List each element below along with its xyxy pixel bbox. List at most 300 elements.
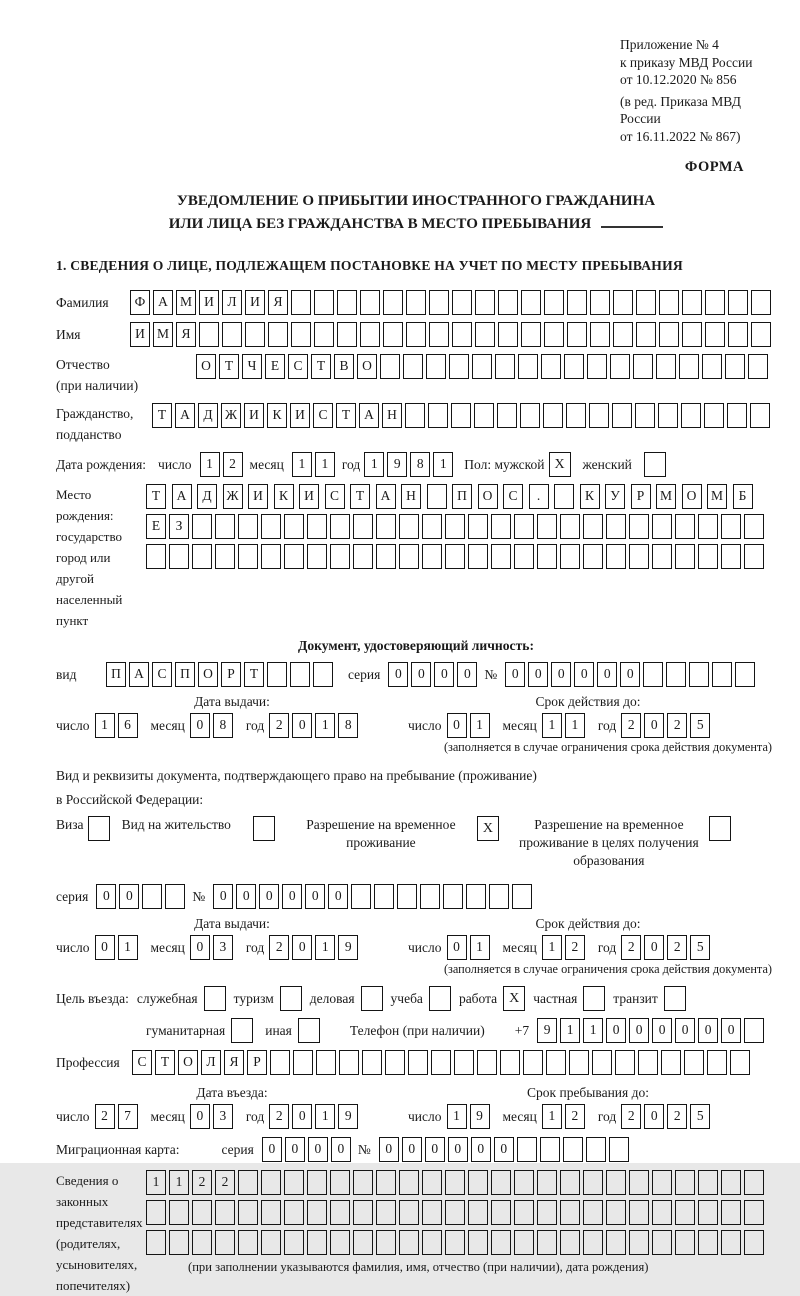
char-box[interactable] [560,544,580,569]
char-box[interactable] [537,1230,557,1255]
char-box[interactable] [468,1200,488,1225]
char-box[interactable] [405,403,425,428]
char-box[interactable] [376,1200,396,1225]
char-box[interactable]: А [153,290,173,315]
char-box[interactable]: 2 [95,1104,115,1129]
char-box[interactable]: 0 [505,662,525,687]
char-box[interactable] [666,662,686,687]
char-box[interactable] [452,322,472,347]
char-box[interactable] [261,1170,281,1195]
char-box[interactable]: Д [197,484,217,509]
char-box[interactable] [422,1170,442,1195]
char-box[interactable]: 1 [315,935,335,960]
char-box[interactable] [659,290,679,315]
char-box[interactable] [399,1200,419,1225]
char-box[interactable] [445,1230,465,1255]
char-box[interactable]: 2 [192,1170,212,1195]
char-box[interactable] [606,1230,626,1255]
char-box[interactable]: Л [222,290,242,315]
char-box[interactable] [560,1200,580,1225]
char-box[interactable] [659,322,679,347]
char-box[interactable] [563,1137,583,1162]
char-box[interactable] [313,662,333,687]
char-box[interactable] [293,1050,313,1075]
char-box[interactable] [353,1200,373,1225]
char-box[interactable] [629,1170,649,1195]
char-box[interactable]: 2 [269,935,289,960]
char-box[interactable] [376,1230,396,1255]
char-box[interactable] [420,884,440,909]
char-box[interactable] [353,1230,373,1255]
char-box[interactable]: 0 [471,1137,491,1162]
char-box[interactable]: 1 [315,452,335,477]
char-box[interactable] [374,884,394,909]
char-box[interactable]: 0 [190,713,210,738]
char-box[interactable]: 0 [119,884,139,909]
char-box[interactable]: 0 [528,662,548,687]
char-box[interactable] [721,1170,741,1195]
char-box[interactable] [376,544,396,569]
char-box[interactable] [261,544,281,569]
char-box[interactable] [615,1050,635,1075]
char-box[interactable]: 0 [644,713,664,738]
char-box[interactable]: М [707,484,727,509]
char-box[interactable]: Я [224,1050,244,1075]
char-box[interactable]: 0 [652,1018,672,1043]
char-box[interactable]: О [198,662,218,687]
char-box[interactable] [199,322,219,347]
char-box[interactable]: 0 [620,662,640,687]
purpose-ucheba-checkbox[interactable] [429,986,451,1011]
char-box[interactable] [725,354,745,379]
char-box[interactable] [610,354,630,379]
char-box[interactable] [498,322,518,347]
char-box[interactable] [728,322,748,347]
char-box[interactable] [408,1050,428,1075]
char-box[interactable]: О [682,484,702,509]
char-box[interactable]: О [478,484,498,509]
purpose-sluzhebnaya-checkbox[interactable] [204,986,226,1011]
char-box[interactable] [633,354,653,379]
char-box[interactable] [661,1050,681,1075]
char-box[interactable]: 0 [402,1137,422,1162]
char-box[interactable] [652,544,672,569]
char-box[interactable]: 3 [213,935,233,960]
char-box[interactable] [497,403,517,428]
char-box[interactable] [284,514,304,539]
char-box[interactable]: 1 [542,713,562,738]
char-box[interactable]: И [244,403,264,428]
char-box[interactable] [489,884,509,909]
char-box[interactable]: 0 [574,662,594,687]
char-box[interactable] [477,1050,497,1075]
char-box[interactable] [704,403,724,428]
char-box[interactable] [521,322,541,347]
char-box[interactable] [638,1050,658,1075]
char-box[interactable] [707,1050,727,1075]
char-box[interactable]: Т [219,354,239,379]
char-box[interactable]: К [267,403,287,428]
char-box[interactable]: 8 [410,452,430,477]
char-box[interactable] [270,1050,290,1075]
char-box[interactable] [445,514,465,539]
char-box[interactable] [517,1137,537,1162]
char-box[interactable]: 0 [551,662,571,687]
char-box[interactable]: П [175,662,195,687]
char-box[interactable] [702,354,722,379]
char-box[interactable]: Я [176,322,196,347]
char-box[interactable] [587,354,607,379]
char-box[interactable] [675,1200,695,1225]
char-box[interactable] [284,1230,304,1255]
char-box[interactable] [698,1170,718,1195]
char-box[interactable] [192,514,212,539]
char-box[interactable]: О [196,354,216,379]
char-box[interactable] [609,1137,629,1162]
char-box[interactable]: 0 [448,1137,468,1162]
char-box[interactable] [284,1170,304,1195]
char-box[interactable] [658,403,678,428]
char-box[interactable] [426,354,446,379]
char-box[interactable] [452,290,472,315]
char-box[interactable] [406,290,426,315]
char-box[interactable]: 2 [565,935,585,960]
char-box[interactable] [445,1170,465,1195]
char-box[interactable] [606,544,626,569]
char-box[interactable] [583,544,603,569]
char-box[interactable] [744,514,764,539]
char-box[interactable] [583,514,603,539]
char-box[interactable] [399,514,419,539]
char-box[interactable]: С [152,662,172,687]
sex-female-checkbox[interactable] [644,452,666,477]
char-box[interactable] [675,514,695,539]
char-box[interactable] [215,514,235,539]
char-box[interactable]: 9 [537,1018,557,1043]
char-box[interactable] [443,884,463,909]
char-box[interactable] [169,1200,189,1225]
char-box[interactable]: И [130,322,150,347]
char-box[interactable] [652,1230,672,1255]
char-box[interactable] [567,322,587,347]
char-box[interactable]: 1 [447,1104,467,1129]
char-box[interactable] [353,1170,373,1195]
char-box[interactable] [451,403,471,428]
char-box[interactable]: 5 [690,713,710,738]
char-box[interactable] [475,290,495,315]
purpose-tranzit-checkbox[interactable] [664,986,686,1011]
char-box[interactable] [629,544,649,569]
visa-checkbox[interactable] [88,816,110,841]
char-box[interactable]: 1 [315,713,335,738]
char-box[interactable] [652,1200,672,1225]
char-box[interactable] [682,290,702,315]
char-box[interactable] [449,354,469,379]
char-box[interactable]: 0 [434,662,454,687]
char-box[interactable]: 0 [213,884,233,909]
char-box[interactable] [498,290,518,315]
char-box[interactable]: 0 [236,884,256,909]
char-box[interactable] [491,514,511,539]
char-box[interactable] [514,514,534,539]
char-box[interactable]: 0 [698,1018,718,1043]
char-box[interactable]: 2 [667,1104,687,1129]
char-box[interactable] [675,1170,695,1195]
char-box[interactable] [385,1050,405,1075]
char-box[interactable]: О [357,354,377,379]
char-box[interactable] [730,1050,750,1075]
char-box[interactable]: Р [221,662,241,687]
char-box[interactable] [261,1230,281,1255]
char-box[interactable] [422,1200,442,1225]
char-box[interactable] [165,884,185,909]
char-box[interactable] [307,1200,327,1225]
char-box[interactable] [468,514,488,539]
purpose-delovaya-checkbox[interactable] [361,986,383,1011]
char-box[interactable] [383,322,403,347]
char-box[interactable] [192,544,212,569]
char-box[interactable] [330,514,350,539]
char-box[interactable] [613,290,633,315]
char-box[interactable] [606,1200,626,1225]
char-box[interactable] [314,290,334,315]
char-box[interactable] [307,1230,327,1255]
char-box[interactable] [583,1230,603,1255]
char-box[interactable]: Ж [223,484,243,509]
char-box[interactable] [652,514,672,539]
char-box[interactable] [431,1050,451,1075]
char-box[interactable] [518,354,538,379]
char-box[interactable] [267,662,287,687]
char-box[interactable] [721,1230,741,1255]
char-box[interactable] [376,514,396,539]
char-box[interactable] [284,1200,304,1225]
char-box[interactable]: 0 [606,1018,626,1043]
char-box[interactable] [169,1230,189,1255]
char-box[interactable]: Ж [221,403,241,428]
char-box[interactable] [468,544,488,569]
char-box[interactable]: Ф [130,290,150,315]
char-box[interactable]: И [248,484,268,509]
char-box[interactable]: 0 [447,935,467,960]
char-box[interactable] [629,514,649,539]
purpose-inaya-checkbox[interactable] [298,1018,320,1043]
char-box[interactable] [215,1200,235,1225]
char-box[interactable] [682,322,702,347]
char-box[interactable] [537,544,557,569]
char-box[interactable] [337,322,357,347]
char-box[interactable]: 2 [667,935,687,960]
char-box[interactable] [422,544,442,569]
char-box[interactable] [606,1170,626,1195]
char-box[interactable] [268,322,288,347]
purpose-gumanitarnaya-checkbox[interactable] [231,1018,253,1043]
char-box[interactable]: 1 [292,452,312,477]
char-box[interactable] [569,1050,589,1075]
char-box[interactable]: 1 [315,1104,335,1129]
char-box[interactable]: Т [146,484,166,509]
char-box[interactable]: М [176,290,196,315]
char-box[interactable]: 1 [542,1104,562,1129]
char-box[interactable]: 0 [675,1018,695,1043]
char-box[interactable] [192,1230,212,1255]
char-box[interactable]: А [175,403,195,428]
char-box[interactable] [192,1200,212,1225]
char-box[interactable]: . [529,484,549,509]
char-box[interactable] [376,1170,396,1195]
char-box[interactable] [307,544,327,569]
char-box[interactable] [705,322,725,347]
char-box[interactable] [727,403,747,428]
char-box[interactable] [629,1200,649,1225]
char-box[interactable]: Е [146,514,166,539]
char-box[interactable] [397,884,417,909]
char-box[interactable]: 7 [118,1104,138,1129]
char-box[interactable]: 0 [96,884,116,909]
char-box[interactable]: Н [382,403,402,428]
char-box[interactable]: 5 [690,1104,710,1129]
char-box[interactable] [537,1170,557,1195]
temp-residence-checkbox[interactable]: X [477,816,499,841]
char-box[interactable]: 0 [190,935,210,960]
char-box[interactable]: 2 [667,713,687,738]
char-box[interactable] [238,1170,258,1195]
char-box[interactable]: 1 [433,452,453,477]
char-box[interactable] [728,290,748,315]
char-box[interactable] [748,354,768,379]
char-box[interactable] [540,1137,560,1162]
char-box[interactable] [554,484,574,509]
char-box[interactable]: О [178,1050,198,1075]
char-box[interactable] [422,1230,442,1255]
char-box[interactable] [491,1230,511,1255]
char-box[interactable] [362,1050,382,1075]
char-box[interactable]: Л [201,1050,221,1075]
char-box[interactable] [537,514,557,539]
char-box[interactable]: 1 [470,713,490,738]
char-box[interactable] [491,1170,511,1195]
char-box[interactable]: 0 [597,662,617,687]
char-box[interactable] [238,514,258,539]
char-box[interactable]: Т [350,484,370,509]
char-box[interactable] [520,403,540,428]
char-box[interactable]: 9 [338,1104,358,1129]
char-box[interactable]: С [325,484,345,509]
residence-permit-checkbox[interactable] [253,816,275,841]
char-box[interactable] [521,290,541,315]
sex-male-checkbox[interactable]: X [549,452,571,477]
char-box[interactable]: П [106,662,126,687]
char-box[interactable]: З [169,514,189,539]
char-box[interactable]: И [199,290,219,315]
char-box[interactable]: 2 [621,935,641,960]
char-box[interactable]: 1 [565,713,585,738]
char-box[interactable]: С [503,484,523,509]
char-box[interactable] [735,662,755,687]
char-box[interactable]: 0 [292,713,312,738]
char-box[interactable] [307,514,327,539]
char-box[interactable] [681,403,701,428]
char-box[interactable]: 9 [387,452,407,477]
char-box[interactable] [560,514,580,539]
char-box[interactable]: 0 [282,884,302,909]
char-box[interactable]: 0 [411,662,431,687]
char-box[interactable] [146,544,166,569]
char-box[interactable] [261,1200,281,1225]
char-box[interactable] [679,354,699,379]
char-box[interactable]: 2 [269,713,289,738]
char-box[interactable] [514,544,534,569]
char-box[interactable] [512,884,532,909]
char-box[interactable] [314,322,334,347]
char-box[interactable] [337,290,357,315]
char-box[interactable] [698,1200,718,1225]
char-box[interactable] [636,290,656,315]
char-box[interactable]: 0 [308,1137,328,1162]
char-box[interactable]: А [359,403,379,428]
char-box[interactable] [744,1200,764,1225]
char-box[interactable] [445,1200,465,1225]
char-box[interactable] [613,322,633,347]
char-box[interactable] [744,1170,764,1195]
char-box[interactable] [399,1170,419,1195]
char-box[interactable] [721,1200,741,1225]
char-box[interactable] [751,322,771,347]
char-box[interactable]: Р [631,484,651,509]
char-box[interactable] [652,1170,672,1195]
char-box[interactable]: 8 [213,713,233,738]
char-box[interactable] [291,290,311,315]
char-box[interactable]: 0 [388,662,408,687]
char-box[interactable] [468,1230,488,1255]
char-box[interactable]: 0 [644,1104,664,1129]
char-box[interactable] [514,1230,534,1255]
char-box[interactable] [560,1170,580,1195]
char-box[interactable] [291,322,311,347]
char-box[interactable] [537,1200,557,1225]
char-box[interactable] [474,403,494,428]
char-box[interactable]: 0 [721,1018,741,1043]
char-box[interactable]: И [245,290,265,315]
char-box[interactable] [238,1230,258,1255]
char-box[interactable]: 2 [621,713,641,738]
char-box[interactable]: М [153,322,173,347]
char-box[interactable] [360,322,380,347]
char-box[interactable]: 0 [457,662,477,687]
char-box[interactable] [500,1050,520,1075]
char-box[interactable] [330,1230,350,1255]
temp-residence-education-checkbox[interactable] [709,816,731,841]
char-box[interactable] [566,403,586,428]
char-box[interactable] [428,403,448,428]
purpose-chastnaya-checkbox[interactable] [583,986,605,1011]
char-box[interactable]: 1 [95,713,115,738]
char-box[interactable] [472,354,492,379]
char-box[interactable]: Т [244,662,264,687]
char-box[interactable]: 1 [364,452,384,477]
char-box[interactable] [675,1230,695,1255]
char-box[interactable] [316,1050,336,1075]
char-box[interactable] [560,1230,580,1255]
char-box[interactable] [590,322,610,347]
char-box[interactable] [307,1170,327,1195]
char-box[interactable]: 0 [644,935,664,960]
char-box[interactable]: Я [268,290,288,315]
char-box[interactable] [636,322,656,347]
char-box[interactable] [675,544,695,569]
char-box[interactable]: 2 [269,1104,289,1129]
char-box[interactable] [750,403,770,428]
